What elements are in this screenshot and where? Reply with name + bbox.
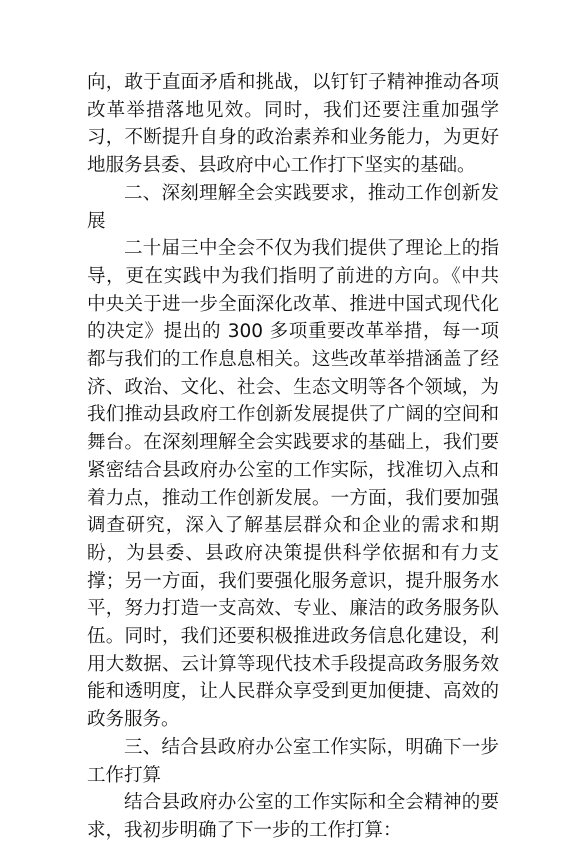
paragraph-continuation: 向，敢于直面矛盾和挑战，以钉钉子精神推动各项改革举措落地见效。同时，我们还要注重加强学习，不断提升自身的政治素养和业务能力，为更好地服务县委、县政府中心工作打下坚实的基础。 bbox=[87, 72, 499, 177]
paragraph-body-section-three: 结合县政府办公室的工作实际和全会精神的要求，我初步明确了下一步的工作打算： bbox=[87, 792, 499, 841]
paragraph-body-section-two: 二十届三中全会不仅为我们提供了理论上的指导，更在实践中为我们指明了前进的方向。《中共中央关于进一步全面深化改革、推进中国式现代化的决定》提出的 300 多项重要改革举措，每一项都与我们的工作息息相关。这些改革举措涵盖了经济、政治、文化、社会、生态文明等各个领域，为我们推动县政府工作创新发展提供了广阔的空间和舞台。在深刻理解全会实践要求的基础上，我们要紧密结合县政府办公室的工作实际，找准切入点和着力点，推动工作创新发展。一方面，我们要加强调查研究，深入了解基层群众和企业的需求和期盼，为县委、县政府决策提供科学依据和有力支撑；另一方面，我们要强化服务意识，提升服务水平，努力打造一支高效、专业、廉洁的政务服务队伍。同时，我们还要积极推进政务信息化建设，利用大数据、云计算等现代技术手段提高政务服务效能和透明度，让人民群众享受到更加便捷、高效的政务服务。 bbox=[87, 238, 499, 731]
section-heading-two: 二、深刻理解全会实践要求，推动工作创新发展 bbox=[87, 182, 499, 232]
document-body bbox=[87, 69, 499, 845]
section-heading-three: 三、结合县政府办公室工作实际，明确下一步工作打算 bbox=[87, 736, 499, 786]
